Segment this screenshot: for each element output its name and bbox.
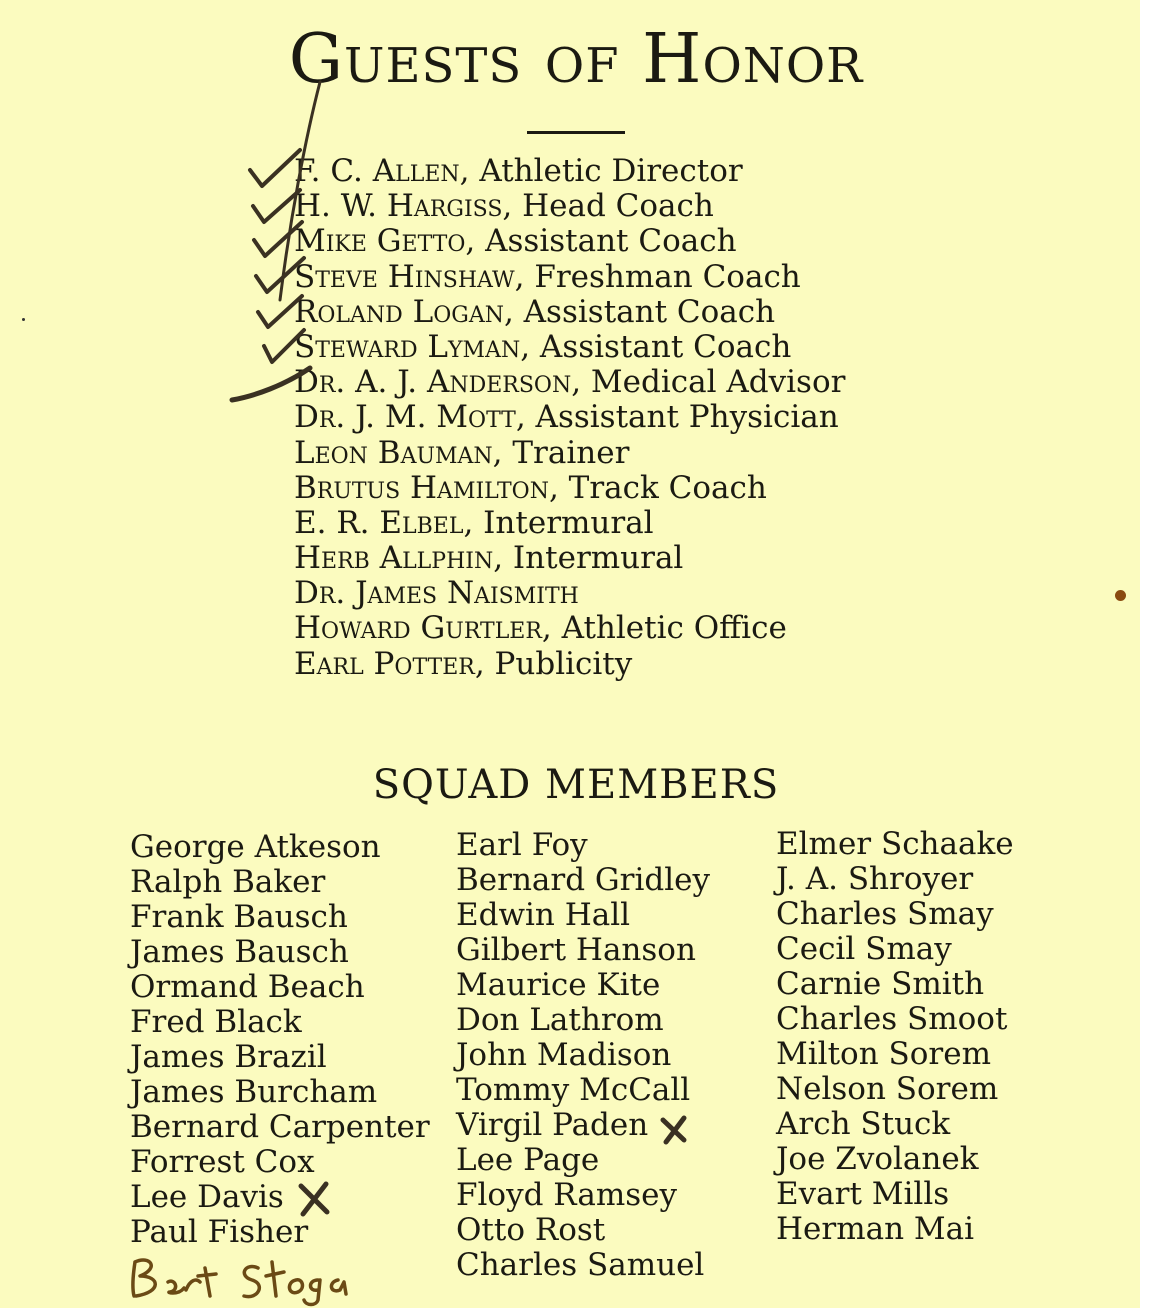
guest-item — [294, 224, 845, 259]
guest-list — [294, 154, 845, 682]
title-rule — [527, 131, 625, 134]
page-title: Guests of Honor — [288, 20, 864, 99]
squad-member: Otto Rost — [456, 1212, 606, 1248]
guest-role: , Medical Advisor — [571, 364, 846, 401]
paper-stain — [1115, 590, 1126, 601]
squad-member: Frank Bausch — [130, 899, 348, 935]
squad-member: Edwin Hall — [456, 897, 631, 933]
squad-member: Carnie Smith — [776, 966, 985, 1002]
squad-column-1 — [130, 830, 430, 1250]
squad-member: James Bausch — [130, 934, 349, 970]
squad-member: Arch Stuck — [776, 1106, 951, 1142]
guest-name: Dr. J. M. Mott — [294, 399, 516, 436]
squad-column-3 — [776, 827, 1014, 1247]
squad-member: Herman Mai — [776, 1211, 975, 1247]
guest-item — [294, 295, 845, 330]
guest-role: , Track Coach — [548, 469, 767, 506]
check-mark-icon — [253, 190, 300, 222]
squad-member: J. A. Shroyer — [776, 861, 974, 897]
guest-item — [294, 506, 845, 541]
guest-role: , Assistant Coach — [520, 328, 792, 365]
guest-role: , Intermural — [493, 540, 684, 577]
guest-role: , Publicity — [474, 645, 633, 682]
guest-item — [294, 611, 845, 646]
signature-scrawl — [133, 1260, 346, 1305]
guest-role: , Freshman Coach — [514, 258, 801, 295]
guest-name: Earl Potter — [294, 645, 475, 682]
guest-item — [294, 330, 845, 365]
guest-role: , Assistant Coach — [503, 293, 776, 330]
guest-name: Dr. A. J. Anderson — [294, 364, 572, 401]
squad-member: Nelson Sorem — [776, 1071, 999, 1107]
squad-member: John Madison — [456, 1037, 672, 1073]
guest-item — [294, 260, 845, 295]
squad-member: George Atkeson — [130, 829, 381, 865]
guest-role: , Assistant Coach — [465, 223, 737, 260]
guest-name: Howard Gurtler — [294, 610, 542, 647]
squad-column-2 — [456, 828, 710, 1283]
guest-name: Steward Lyman — [294, 328, 521, 365]
squad-member: Fred Black — [130, 1004, 302, 1040]
guest-item — [294, 576, 845, 611]
squad-member: Evart Mills — [776, 1176, 950, 1212]
squad-member: Gilbert Hanson — [456, 932, 696, 968]
squad-member: Charles Smoot — [776, 1001, 1008, 1037]
guest-item — [294, 365, 845, 400]
guest-name: E. R. Elbel — [294, 504, 464, 541]
guest-name: Brutus Hamilton — [294, 469, 549, 506]
guest-item — [294, 436, 845, 471]
guest-item — [294, 189, 845, 224]
squad-member: Ralph Baker — [130, 864, 326, 900]
squad-member: Ormand Beach — [130, 969, 365, 1005]
squad-member: Paul Fisher — [130, 1214, 309, 1250]
guest-name: F. C. Allen — [294, 153, 460, 189]
squad-member: Joe Zvolanek — [776, 1141, 979, 1177]
guest-role: , Athletic Director — [459, 153, 743, 189]
squad-member: Cecil Smay — [776, 931, 952, 967]
guest-role: , Trainer — [492, 434, 630, 471]
squad-member: Bernard Gridley — [456, 862, 711, 898]
guest-role: , Assistant Physician — [515, 399, 839, 436]
guest-name: H. W. Hargiss — [294, 188, 503, 225]
guest-name: Steve Hinshaw — [294, 258, 515, 295]
guest-name: Leon Bauman — [294, 434, 493, 471]
guest-item — [294, 647, 845, 682]
guest-name: Dr. James Naismith — [294, 575, 579, 612]
guest-name: Mike Getto — [294, 223, 466, 260]
squad-member: Charles Samuel — [456, 1247, 705, 1283]
squad-member: Tommy McCall — [456, 1072, 691, 1108]
squad-heading: SQUAD MEMBERS — [372, 762, 780, 808]
guest-role: , Head Coach — [502, 188, 714, 225]
guest-name: Roland Logan — [294, 293, 504, 330]
squad-member: Earl Foy — [456, 827, 588, 863]
squad-member: James Burcham — [130, 1074, 378, 1110]
squad-member: James Brazil — [130, 1039, 327, 1075]
check-mark-icon — [250, 150, 300, 186]
squad-member: Don Lathrom — [456, 1002, 664, 1038]
squad-member: Bernard Carpenter — [130, 1109, 430, 1145]
squad-member: Lee Page — [456, 1142, 600, 1178]
guest-role: , Athletic Office — [541, 610, 787, 647]
squad-member: Forrest Cox — [130, 1144, 315, 1180]
squad-member: Floyd Ramsey — [456, 1177, 677, 1213]
guest-role: , Intermural — [463, 504, 654, 541]
squad-member: Lee Davis — [130, 1179, 284, 1215]
page-edge — [1140, 0, 1152, 1308]
squad-member: Milton Sorem — [776, 1036, 991, 1072]
guest-item — [294, 400, 845, 435]
guest-item — [294, 471, 845, 506]
squad-member: Charles Smay — [776, 896, 994, 932]
guest-item — [294, 541, 845, 576]
guest-name: Herb Allphin — [294, 540, 494, 577]
guest-item — [294, 154, 845, 189]
squad-member: Elmer Schaake — [776, 826, 1014, 862]
squad-member: Maurice Kite — [456, 967, 661, 1003]
paper-speck — [22, 318, 25, 321]
squad-member: Virgil Paden — [456, 1107, 649, 1143]
